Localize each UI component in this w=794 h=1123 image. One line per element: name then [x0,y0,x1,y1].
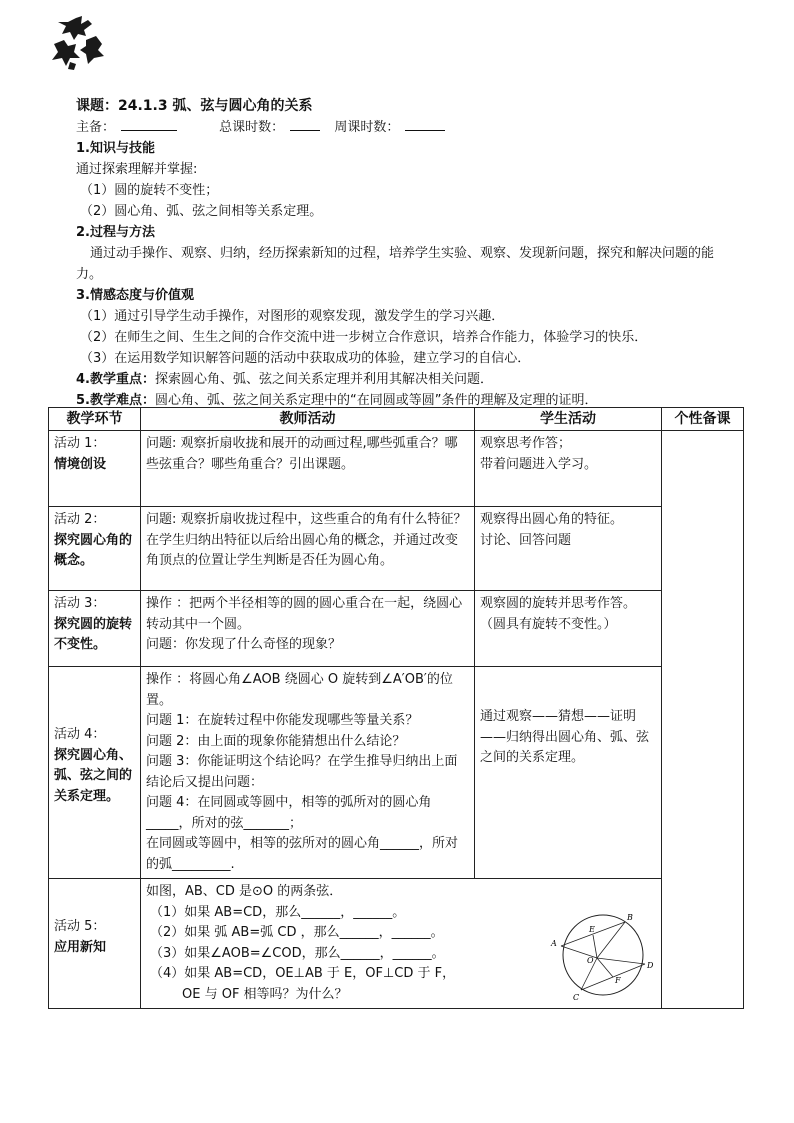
header-notes: 个性备课 [662,408,744,431]
stage-number: 活动 1： [54,436,106,451]
teacher-text: 问题 2：由上面的现象你能猜想出什么结论？ [146,733,406,749]
knowledge-intro: 通过探索理解并掌握: [76,162,198,177]
teacher-text: （3）如果∠AOB=∠COD，那么______，______。 [150,945,445,961]
stage-name: 应用新知 [54,939,107,955]
stage-name: 情境创设 [54,456,107,472]
difficulty-text: 圆心角、弧、弦之间关系定理中的“在同圆或等圆”条件的理解及定理的证明． [154,393,598,408]
stage-number: 活动 2： [54,512,106,527]
teacher-text: 操作 ：把两个半径相等的圆的圆心重合在一起，绕圆心转动其中一个圆。 [146,596,463,632]
lesson-header [76,96,736,411]
knowledge-item: （2）圆心角、弧、弦之间相等关系定理。 [80,204,323,219]
table-row [49,667,744,879]
key-point [76,369,736,390]
stage-cell [49,591,141,667]
stage-cell [49,667,141,879]
figure-label: B [627,913,633,922]
teacher-text: （2）如果 弧 AB=弧 CD ，那么______，______。 [150,925,444,940]
ink-blot-logo-icon [48,14,106,72]
total-hours-blank [290,118,320,131]
header-stage: 教学环节 [49,408,141,431]
table-row [49,879,744,1009]
table-header-row [49,408,744,431]
week-hours-blank [405,118,445,131]
student-cell [475,667,662,879]
table-row [49,507,744,591]
student-cell [475,591,662,667]
preparer-label: 主备： [76,120,116,135]
student-text: 通过观察——猜想——证明——归纳得出圆心角、弧、弦之间的关系定理。 [480,709,650,765]
table-row [49,591,744,667]
header-teacher: 教师活动 [141,408,475,431]
figure-label: C [573,993,580,1002]
total-hours-label: 总课时数： [219,120,285,135]
emotion-heading: 3.情感态度与价值观 [76,288,194,303]
teacher-text: 操作 ：将圆心角∠AOB 绕圆心 O 旋转到∠A′OB′的位置。 [146,672,453,708]
student-text: 观察得出圆心角的特征。 [480,512,624,527]
figure-label: E [589,925,595,934]
teacher-text: 问题: 观察折扇收拢过程中，这些重合的角有什么特征？ [146,512,467,527]
emotion-item: （2）在师生之间、生生之间的合作交流中进一步树立合作意识，培养合作能力，体验学习的快乐． [80,330,648,345]
process-heading: 2.过程与方法 [76,225,155,240]
student-text: 带着问题进入学习。 [480,456,598,472]
course-title: 课题：24.1.3 弧、弦与圆心角的关系 [76,98,313,114]
teacher-text: 问题 1：在旋转过程中你能发现哪些等量关系？ [146,713,419,728]
difficulty-label: 5.教学难点： [76,393,155,408]
stage-name: 探究圆心角的概念。 [54,532,133,568]
teacher-text: （1）如果 AB=CD，那么______，______。 [150,904,406,920]
emotion-item: （1）通过引导学生动手操作，对图形的观察发现，激发学生的学习兴趣． [80,309,505,324]
stage-number: 活动 5： [54,919,106,934]
teacher-text: （4）如果 AB=CD，OE⊥AB 于 E，OF⊥CD 于 F， [150,966,456,981]
student-cell [475,431,662,507]
stage-name: 探究圆的旋转不变性。 [54,616,133,652]
stage-cell [49,879,141,1009]
stage-name: 探究圆心角、弧、弦之间的关系定理。 [54,747,133,804]
notes-cell[interactable] [662,431,744,1009]
teacher-text: 问题 3：你能证明这个结论吗？在学生推导归纳出上面结论后又提出问题： [146,754,458,790]
preparer-blank [121,118,177,131]
teacher-cell [141,507,475,591]
stage-cell [49,507,141,591]
application-cell [141,879,662,1009]
teacher-text: 问题: 观察折扇收拢和展开的动画过程,哪些弧重合？哪些弦重合？哪些角重合？引出课题。 [146,436,458,472]
header-student: 学生活动 [475,408,662,431]
teacher-text: 问题：你发现了什么奇怪的现象？ [146,637,342,652]
circle-chords-figure [547,908,659,1002]
teacher-cell [141,591,475,667]
student-text: 观察思考作答； [480,436,572,451]
teacher-text: OE 与 OF 相等吗？为什么？ [182,986,348,1002]
figure-label: F [615,976,621,985]
student-text: 观察圆的旋转并思考作答。 [480,596,637,611]
week-hours-label: 周课时数： [334,120,400,135]
teacher-text: 在学生归纳出特征以后给出圆心角的概念，并通过改变角顶点的位置让学生判断是否任为圆心角。 [146,532,459,568]
teacher-cell [141,431,475,507]
emotion-item: （3）在运用数学知识解答问题的活动中获取成功的体验，建立学习的自信心． [80,351,531,366]
figure-label: O [587,956,594,965]
stage-number: 活动 3： [54,596,106,611]
teacher-text: 问题 4：在同圆或等圆中，相等的弧所对的圆心角_____，所对的弦_______； [146,795,432,831]
lesson-plan-table [48,407,744,1009]
teacher-text: 如图，AB、CD 是⊙O 的两条弦． [146,884,343,899]
key-point-text: 探索圆心角、弧、弦之间关系定理并利用其解决相关问题． [154,372,493,387]
stage-number: 活动 4： [54,727,106,742]
student-text: 讨论、回答问题 [480,532,572,548]
knowledge-item: （1）圆的旋转不变性； [80,183,219,198]
process-text: 通过动手操作、观察、归纳，经历探索新知的过程，培养学生实验、观察、发现新问题，探究和解决问题的能力。 [76,246,715,282]
figure-label: A [551,939,557,948]
preparation-info [76,117,736,138]
knowledge-heading: 1.知识与技能 [76,141,155,156]
table-row [49,431,744,507]
student-cell [475,507,662,591]
student-text: （圆具有旋转不变性。） [480,616,617,632]
figure-label: D [647,961,654,970]
teacher-text: 在同圆或等圆中，相等的弦所对的圆心角______，所对的弧_________. [146,836,459,872]
key-point-label: 4.教学重点： [76,372,155,387]
stage-cell [49,431,141,507]
teacher-cell [141,667,475,879]
